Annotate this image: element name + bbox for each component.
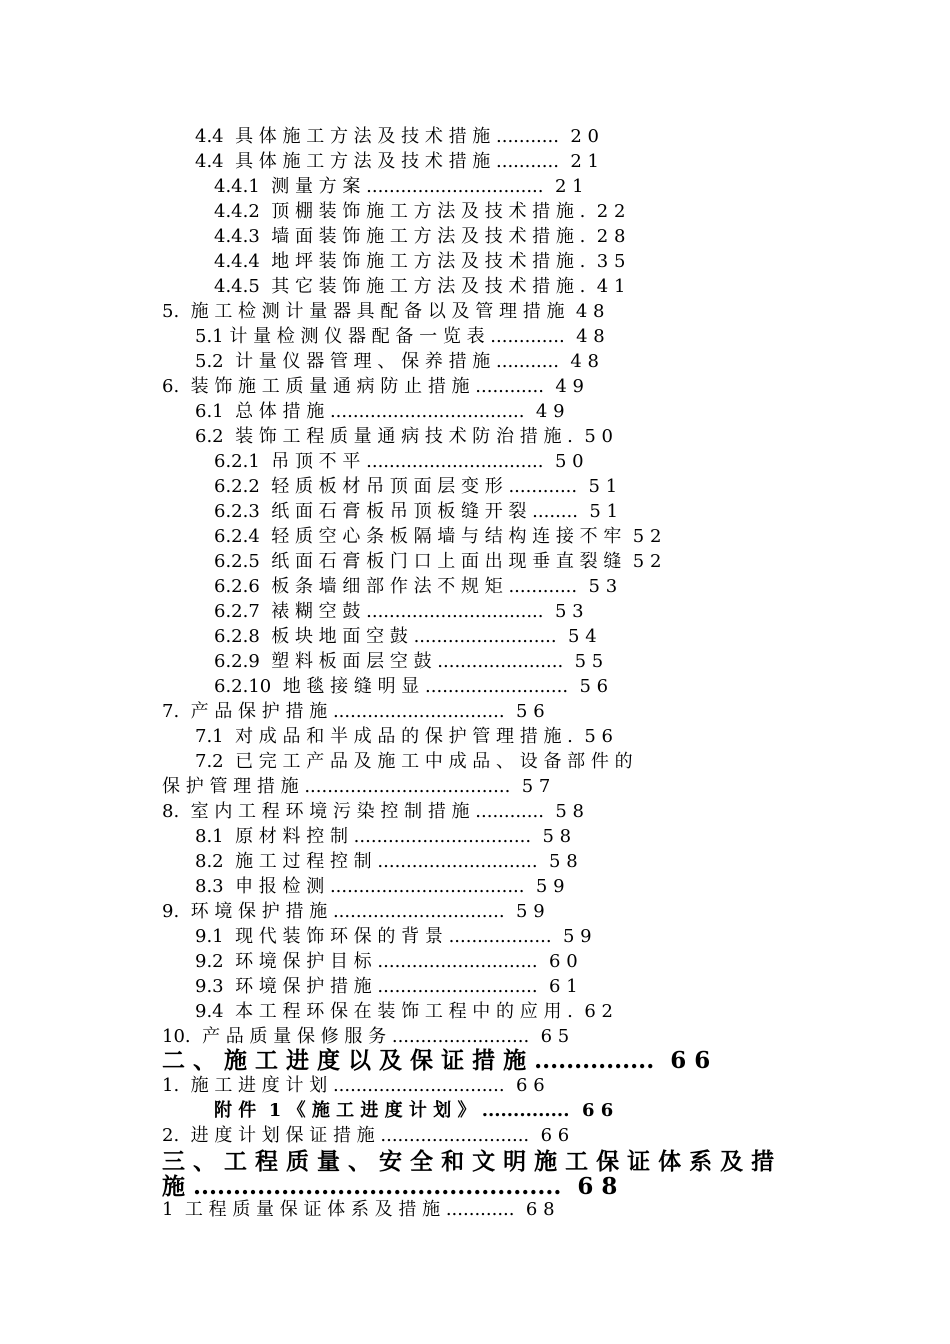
toc-line-appendix: 附 件 1 《 施 工 进 度 计 划 》 .............. 6 6 <box>214 1100 614 1121</box>
toc-line: 保 护 管 理 措 施 .................................... 5 7 <box>162 776 551 797</box>
toc-line: 6.2.7 裱 糊 空 鼓 ............................... 5 3 <box>214 601 584 622</box>
toc-line: 4.4 具 体 施 工 方 法 及 技 术 措 施 ........... 2 0 <box>195 126 600 147</box>
toc-line: 5.1 计 量 检 测 仪 器 配 备 一 览 表 ............. 4 8 <box>195 326 605 347</box>
toc-section-heading: 二 、 施 工 进 度 以 及 保 证 措 施 ............... 6 6 <box>162 1047 711 1074</box>
toc-line: 4.4 具 体 施 工 方 法 及 技 术 措 施 ........... 2 1 <box>195 151 600 172</box>
toc-line: 5.2 计 量 仪 器 管 理 、 保 养 措 施 ........... 4 8 <box>195 351 600 372</box>
toc-line: 6.2.5 纸 面 石 膏 板 门 口 上 面 出 现 垂 直 裂 缝 5 2 <box>214 551 662 572</box>
toc-line: 6. 装 饰 施 工 质 量 通 病 防 止 措 施 ............ 4 9 <box>162 376 585 397</box>
toc-section-heading-cont: 施 .............................................. 6 8 <box>162 1173 618 1200</box>
toc-line: 6.1 总 体 措 施 .................................. 4 9 <box>195 401 565 422</box>
toc-line: 1 工 程 质 量 保 证 体 系 及 措 施 ............ 6 8 <box>162 1199 555 1220</box>
toc-line: 4.4.2 顶 棚 装 饰 施 工 方 法 及 技 术 措 施 . 2 2 <box>214 201 626 222</box>
toc-line: 8.2 施 工 过 程 控 制 ............................ 5 8 <box>195 851 578 872</box>
toc-line: 6.2.3 纸 面 石 膏 板 吊 顶 板 缝 开 裂 ........ 5 1 <box>214 501 619 522</box>
toc-line: 9. 环 境 保 护 措 施 .............................. 5 9 <box>162 901 545 922</box>
toc-line: 6.2.10 地 毯 接 缝 明 显 ......................... 5 6 <box>214 676 609 697</box>
toc-line: 9.1 现 代 装 饰 环 保 的 背 景 .................. 5 9 <box>195 926 592 947</box>
toc-line: 9.4 本 工 程 环 保 在 装 饰 工 程 中 的 应 用 . 6 2 <box>195 1001 613 1022</box>
toc-line: 8. 室 内 工 程 环 境 污 染 控 制 措 施 ............ 5 8 <box>162 801 585 822</box>
toc-line: 6.2.1 吊 顶 不 平 ............................... 5 0 <box>214 451 584 472</box>
toc-line: 6.2.8 板 块 地 面 空 鼓 ......................... 5 4 <box>214 626 597 647</box>
toc-line: 4.4.4 地 坪 装 饰 施 工 方 法 及 技 术 措 施 . 3 5 <box>214 251 626 272</box>
toc-line: 10. 产 品 质 量 保 修 服 务 ........................ 6 5 <box>162 1026 570 1047</box>
toc-line: 7.1 对 成 品 和 半 成 品 的 保 护 管 理 措 施 . 5 6 <box>195 726 613 747</box>
toc-line: 8.1 原 材 料 控 制 ............................... 5 8 <box>195 826 572 847</box>
toc-line: 6.2.9 塑 料 板 面 层 空 鼓 ...................... 5 5 <box>214 651 604 672</box>
toc-line: 6.2.6 板 条 墙 细 部 作 法 不 规 矩 ............ 5 3 <box>214 576 618 597</box>
toc-line: 7.2 已 完 工 产 品 及 施 工 中 成 品 、 设 备 部 件 的 <box>195 751 633 772</box>
toc-line: 4.4.1 测 量 方 案 ............................... 2 1 <box>214 176 584 197</box>
toc-line: 4.4.3 墙 面 装 饰 施 工 方 法 及 技 术 措 施 . 2 8 <box>214 226 626 247</box>
toc-line: 1. 施 工 进 度 计 划 .............................. 6 6 <box>162 1075 545 1096</box>
toc-line: 9.2 环 境 保 护 目 标 ............................ 6 0 <box>195 951 578 972</box>
toc-line: 9.3 环 境 保 护 措 施 ............................ 6 1 <box>195 976 578 997</box>
toc-line: 6.2 装 饰 工 程 质 量 通 病 技 术 防 治 措 施 . 5 0 <box>195 426 613 447</box>
toc-line: 6.2.2 轻 质 板 材 吊 顶 面 层 变 形 ............ 5 1 <box>214 476 618 497</box>
toc-line: 6.2.4 轻 质 空 心 条 板 隔 墙 与 结 构 连 接 不 牢 5 2 <box>214 526 662 547</box>
toc-line: 5. 施 工 检 测 计 量 器 具 配 备 以 及 管 理 措 施 4 8 <box>162 301 605 322</box>
toc-section-heading: 三 、 工 程 质 量 、 安 全 和 文 明 施 工 保 证 体 系 及 措 <box>162 1148 775 1175</box>
toc-line: 4.4.5 其 它 装 饰 施 工 方 法 及 技 术 措 施 . 4 1 <box>214 276 626 297</box>
toc-line: 2. 进 度 计 划 保 证 措 施 .......................... 6 6 <box>162 1125 570 1146</box>
toc-line: 8.3 申 报 检 测 .................................. 5 9 <box>195 876 565 897</box>
toc-line: 7. 产 品 保 护 措 施 .............................. 5 6 <box>162 701 545 722</box>
